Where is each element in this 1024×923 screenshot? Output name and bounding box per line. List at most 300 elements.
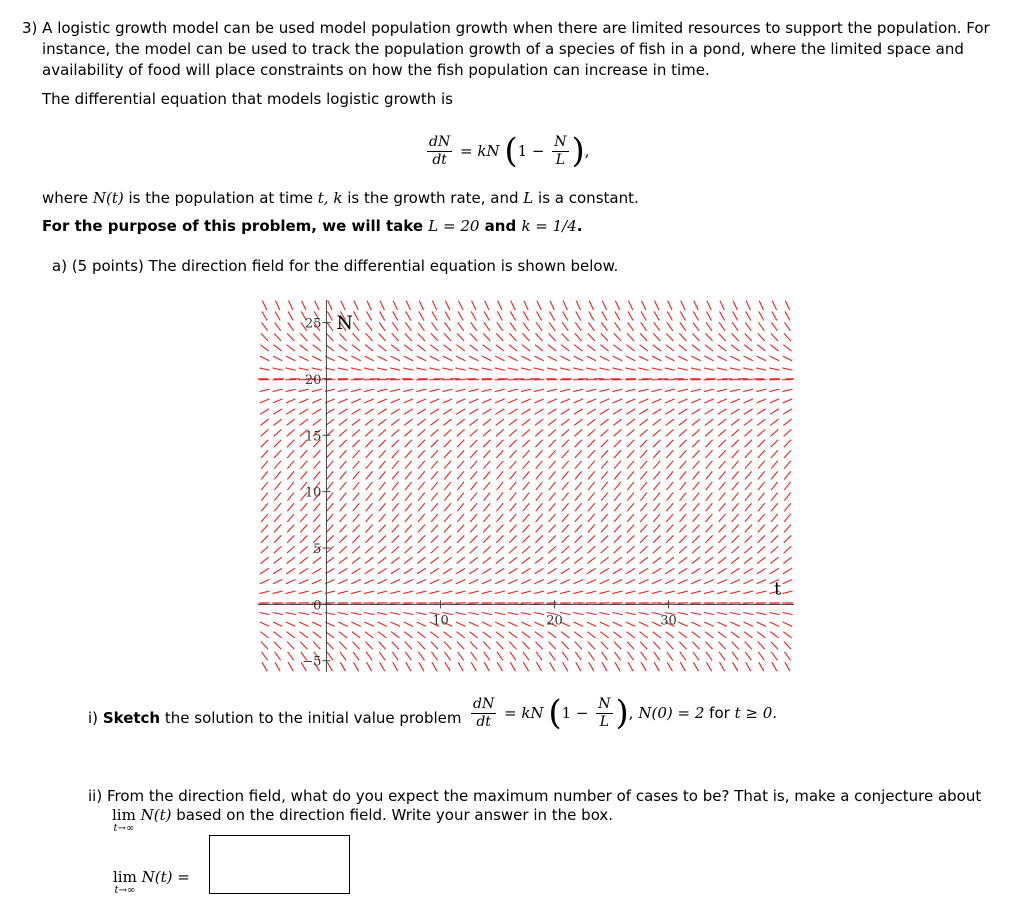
slope-segment [299, 409, 308, 414]
slope-segment [560, 389, 570, 391]
slope-segment [470, 493, 477, 501]
slope-segment [731, 568, 740, 573]
slope-segment [745, 322, 751, 330]
slope-segment [261, 482, 268, 490]
slope-segment [327, 322, 333, 330]
slope-segment [496, 546, 504, 553]
slope-segment [405, 514, 412, 522]
slope-segment [706, 461, 713, 469]
slope-segment [719, 514, 726, 522]
slope-segment [364, 356, 373, 361]
slope-segment [339, 546, 347, 553]
slope-segment [587, 345, 595, 351]
slope-segment [430, 632, 438, 638]
slope-segment [757, 557, 765, 563]
slope-segment [313, 557, 321, 563]
slope-segment [770, 409, 779, 414]
slope-segment [759, 662, 764, 671]
slope-segment [430, 356, 439, 361]
slope-segment [640, 642, 647, 650]
slope-segment [522, 450, 529, 458]
slope-segment [287, 419, 295, 425]
slope-segment [326, 535, 333, 542]
y-tick-label: 25 [304, 316, 322, 332]
slope-segment [443, 409, 452, 414]
slope-segment [718, 345, 726, 351]
slope-segment [456, 389, 466, 391]
slope-segment [458, 311, 463, 320]
slope-segment [274, 535, 281, 542]
slope-segment [549, 652, 555, 660]
slope-segment [496, 419, 504, 425]
slope-segment [628, 311, 633, 320]
slope-segment [509, 419, 517, 425]
slope-segment [510, 514, 517, 522]
slope-segment [678, 591, 688, 594]
slope-segment [601, 642, 608, 650]
slope-segment [405, 652, 411, 660]
slope-segment [508, 612, 518, 614]
slope-segment [312, 568, 321, 573]
slope-segment [655, 301, 659, 310]
slope-segment [496, 642, 503, 650]
slope-segment [273, 612, 283, 614]
slope-segment [353, 333, 360, 341]
slope-segment [417, 356, 426, 361]
slope-segment [665, 591, 675, 594]
slope-segment [666, 471, 673, 479]
y-tick-label: 0 [313, 598, 322, 614]
slope-segment [469, 356, 478, 361]
slope-segment [287, 546, 295, 553]
slope-segment [508, 389, 518, 391]
slope-segment [457, 535, 464, 542]
slope-segment [771, 525, 778, 533]
slope-segment [288, 301, 292, 310]
slope-segment [563, 301, 567, 310]
slope-segment [652, 580, 661, 584]
slope-segment [273, 368, 283, 370]
slope-segment [366, 450, 373, 458]
slope-segment [562, 322, 568, 330]
slope-segment [392, 471, 399, 479]
slope-segment [601, 546, 609, 553]
slope-segment [418, 546, 426, 553]
slope-segment [364, 389, 374, 391]
slope-segment [273, 389, 283, 391]
slope-segment [457, 493, 464, 501]
slope-segment [313, 419, 321, 425]
slope-segment [392, 535, 399, 542]
slope-segment [339, 345, 347, 351]
slope-segment [338, 612, 348, 614]
slope-segment [733, 301, 737, 310]
slope-segment [547, 356, 556, 361]
slope-segment [326, 632, 334, 638]
slope-segment [351, 622, 360, 626]
slope-segment [587, 409, 596, 414]
slope-segment [444, 471, 451, 479]
slope-segment [483, 503, 490, 511]
slope-segment [626, 368, 636, 370]
slope-segment [509, 642, 516, 650]
slope-segment [718, 440, 725, 447]
slope-segment [588, 525, 595, 533]
slope-segment [495, 622, 504, 626]
slope-segment [758, 333, 765, 341]
slope-segment [600, 568, 609, 573]
slope-segment [744, 568, 753, 573]
slope-segment [391, 356, 400, 361]
slope-segment [574, 622, 583, 626]
slope-segment [511, 301, 515, 310]
slope-segment [403, 368, 413, 370]
slope-segment [730, 580, 739, 584]
slope-segment [353, 503, 360, 511]
slope-segment [783, 568, 792, 573]
slope-segment [548, 429, 556, 436]
slope-segment [418, 322, 424, 330]
slope-segment [379, 535, 386, 542]
slope-segment [300, 419, 308, 425]
slope-segment [746, 301, 750, 310]
slope-segment [562, 333, 569, 341]
slope-segment [352, 557, 360, 563]
slope-segment [418, 450, 425, 458]
slope-segment [339, 419, 347, 425]
slope-segment [627, 525, 634, 533]
slope-segment [299, 591, 309, 594]
slope-segment [404, 419, 412, 425]
slope-segment [509, 535, 516, 542]
slope-segment [601, 493, 608, 501]
slope-segment [757, 546, 765, 553]
slope-segment [442, 368, 452, 370]
slope-segment [351, 591, 361, 594]
slope-segment [600, 632, 608, 638]
slope-segment [379, 514, 386, 522]
slope-segment [352, 632, 360, 638]
slope-segment [259, 389, 269, 391]
slope-segment [717, 368, 727, 370]
slope-segment [534, 356, 543, 361]
slope-segment [758, 322, 764, 330]
slope-segment [587, 622, 596, 626]
slope-segment [680, 503, 687, 511]
slope-segment [339, 409, 348, 414]
slope-segment [692, 632, 700, 638]
x-tick-label: 20 [546, 613, 563, 629]
slope-segment [417, 632, 425, 638]
slope-segment [667, 662, 672, 671]
slope-segment [483, 461, 490, 469]
slope-segment [312, 368, 322, 370]
slope-segment [379, 525, 386, 533]
slope-segment [444, 450, 451, 458]
slope-segment [458, 301, 462, 310]
slope-segment [273, 356, 282, 361]
slope-segment [626, 580, 635, 584]
slope-segment [770, 399, 780, 403]
slope-segment [639, 409, 648, 414]
slope-segment [744, 632, 752, 638]
slope-segment [431, 514, 438, 522]
slope-segment [693, 652, 699, 660]
slope-segment [287, 525, 294, 533]
slope-segment [430, 345, 438, 351]
slope-segment [666, 535, 673, 542]
slope-segment [524, 301, 528, 310]
slope-segment [418, 642, 425, 650]
slope-segment [339, 568, 348, 573]
slope-segment [730, 622, 739, 626]
slope-segment [469, 591, 479, 594]
slope-segment [706, 652, 712, 660]
initial-condition: N(0) = 2 [638, 704, 705, 722]
slope-segment [327, 503, 334, 511]
slope-segment [378, 546, 386, 553]
slope-segment [300, 557, 308, 563]
slope-segment [483, 632, 491, 638]
slope-segment [614, 482, 621, 490]
slope-segment [417, 419, 425, 425]
slope-segment [719, 471, 726, 479]
slope-segment [326, 525, 333, 533]
slope-segment [391, 580, 400, 584]
slope-segment [652, 568, 661, 573]
slope-segment [588, 322, 594, 330]
slope-segment [367, 301, 371, 310]
slope-segment [563, 311, 568, 320]
slope-segment [405, 482, 412, 490]
slope-segment [680, 322, 686, 330]
slope-segment [484, 482, 491, 490]
slope-segment [496, 535, 503, 542]
slope-segment [704, 612, 714, 614]
slope-segment [744, 419, 752, 425]
slope-segment [615, 311, 620, 320]
slope-segment [510, 322, 516, 330]
slope-segment [366, 471, 373, 479]
slope-segment [771, 461, 778, 469]
slope-segment [640, 535, 647, 542]
slope-segment [771, 333, 778, 341]
slope-segment [612, 389, 622, 391]
slope-segment [600, 356, 609, 361]
slope-segment [562, 652, 568, 660]
slope-segment [771, 642, 778, 650]
slope-segment [496, 429, 504, 436]
slope-segment [653, 493, 660, 501]
slope-segment [471, 311, 476, 320]
slope-segment [510, 461, 517, 469]
slope-segment [287, 557, 295, 563]
answer-box[interactable] [209, 835, 350, 894]
slope-segment [261, 503, 268, 511]
slope-segment [536, 652, 542, 660]
slope-segment [732, 333, 739, 341]
slope-segment [653, 471, 660, 479]
slope-segment [743, 368, 753, 370]
part-ii-line-1: ii) From the direction field, what do you expect the maximum number of cases to be? That is, make a conjecture about [88, 787, 982, 805]
slope-segment [300, 514, 307, 522]
slope-segment [366, 642, 373, 650]
slope-segment [666, 525, 673, 533]
slope-segment [771, 471, 778, 479]
slope-segment [469, 568, 478, 573]
slope-segment [704, 389, 714, 391]
slope-segment [639, 580, 648, 584]
slope-segment [457, 514, 464, 522]
slope-segment [535, 568, 544, 573]
slope-segment [364, 612, 374, 614]
slope-segment [377, 580, 386, 584]
slope-segment [666, 419, 674, 425]
slope-segment [522, 429, 530, 436]
slope-segment [705, 535, 712, 542]
slope-segment [510, 471, 517, 479]
slope-segment [353, 311, 358, 320]
slope-segment [783, 356, 792, 361]
slope-segment [497, 471, 504, 479]
slope-segment [732, 461, 739, 469]
slope-segment [771, 535, 778, 542]
slope-segment [288, 311, 293, 320]
slope-segment [732, 471, 739, 479]
slope-segment [692, 535, 699, 542]
slope-segment [784, 535, 791, 542]
slope-segment [562, 440, 569, 447]
slope-segment [418, 652, 424, 660]
slope-segment [340, 471, 347, 479]
slope-segment [351, 580, 360, 584]
slope-segment [484, 322, 490, 330]
slope-segment [300, 345, 308, 351]
slope-segment [431, 642, 438, 650]
slope-segment [667, 482, 674, 490]
slope-segment [364, 622, 373, 626]
slope-segment [586, 368, 596, 370]
slope-segment [745, 471, 752, 479]
slope-segment [718, 409, 727, 414]
slope-segment [626, 389, 636, 391]
slope-segment [497, 311, 502, 320]
slope-segment [275, 311, 280, 320]
limit-notation: lim t→∞ [112, 806, 136, 834]
slope-segment [273, 632, 281, 638]
slope-segment [509, 333, 516, 341]
slope-segment [665, 389, 675, 391]
slope-segment [733, 662, 738, 671]
slope-segment [418, 535, 425, 542]
slope-segment [600, 419, 608, 425]
slope-segment [588, 471, 595, 479]
slope-segment [483, 333, 490, 341]
slope-segment [758, 642, 765, 650]
slope-segment [470, 632, 478, 638]
slope-segment [393, 301, 397, 310]
slope-segment [327, 482, 334, 490]
slope-segment [718, 546, 726, 553]
slope-segment [628, 652, 634, 660]
slope-segment [692, 345, 700, 351]
slope-segment [601, 535, 608, 542]
slope-segment [588, 514, 595, 522]
slope-segment [495, 409, 504, 414]
slope-segment [666, 450, 673, 458]
slope-segment [484, 662, 489, 671]
slope-segment [589, 662, 594, 671]
slope-segment [522, 568, 531, 573]
slope-segment [785, 311, 790, 320]
slope-segment [640, 461, 647, 469]
slope-segment [679, 535, 686, 542]
slope-segment [783, 632, 791, 638]
slope-segment [548, 535, 555, 542]
slope-segment [562, 503, 569, 511]
slope-segment [548, 345, 556, 351]
slope-segment [705, 642, 712, 650]
slope-segment [314, 503, 321, 511]
slope-segment [653, 535, 660, 542]
slope-segment [508, 591, 518, 594]
slope-segment [576, 301, 580, 310]
slope-segment [626, 632, 634, 638]
slope-segment [417, 399, 427, 403]
slope-segment [706, 482, 713, 490]
slope-segment [392, 514, 399, 522]
slope-segment [666, 642, 673, 650]
part-i-label: i) Sketch the solution to the initial value problem [88, 709, 462, 727]
slope-segment [469, 368, 479, 370]
slope-segment [730, 591, 740, 594]
slope-segment [429, 368, 439, 370]
slope-segment [286, 580, 295, 584]
slope-segment [313, 642, 320, 650]
slope-segment [378, 568, 387, 573]
slope-segment [392, 450, 399, 458]
slope-segment [536, 642, 543, 650]
slope-segment [599, 368, 609, 370]
slope-segment [574, 580, 583, 584]
slope-segment [613, 409, 622, 414]
slope-segment [745, 514, 752, 522]
slope-segment [731, 345, 739, 351]
slope-segment [418, 471, 425, 479]
slope-segment [694, 301, 698, 310]
slope-segment [261, 525, 268, 533]
ivp-equation: $\frac{dN}{dt}$ = kN (1 − $\frac{N}{L}$ ), N(0) = 2 for t ≥ 0. [473, 693, 778, 733]
slope-segment [771, 546, 779, 553]
slope-segment [614, 461, 621, 469]
slope-segment [562, 535, 569, 542]
slope-segment [470, 557, 478, 563]
slope-segment [601, 525, 608, 533]
slope-segment [312, 580, 321, 584]
slope-segment [769, 612, 779, 614]
slope-segment [508, 399, 518, 403]
slope-segment [482, 368, 492, 370]
slope-segment [339, 429, 347, 436]
slope-segment [783, 345, 791, 351]
slope-segment [627, 482, 634, 490]
slope-segment [654, 662, 659, 671]
slope-segment [287, 632, 295, 638]
slope-segment [366, 461, 373, 469]
slope-segment [378, 429, 386, 436]
slope-segment [327, 311, 332, 320]
slope-segment [678, 399, 688, 403]
